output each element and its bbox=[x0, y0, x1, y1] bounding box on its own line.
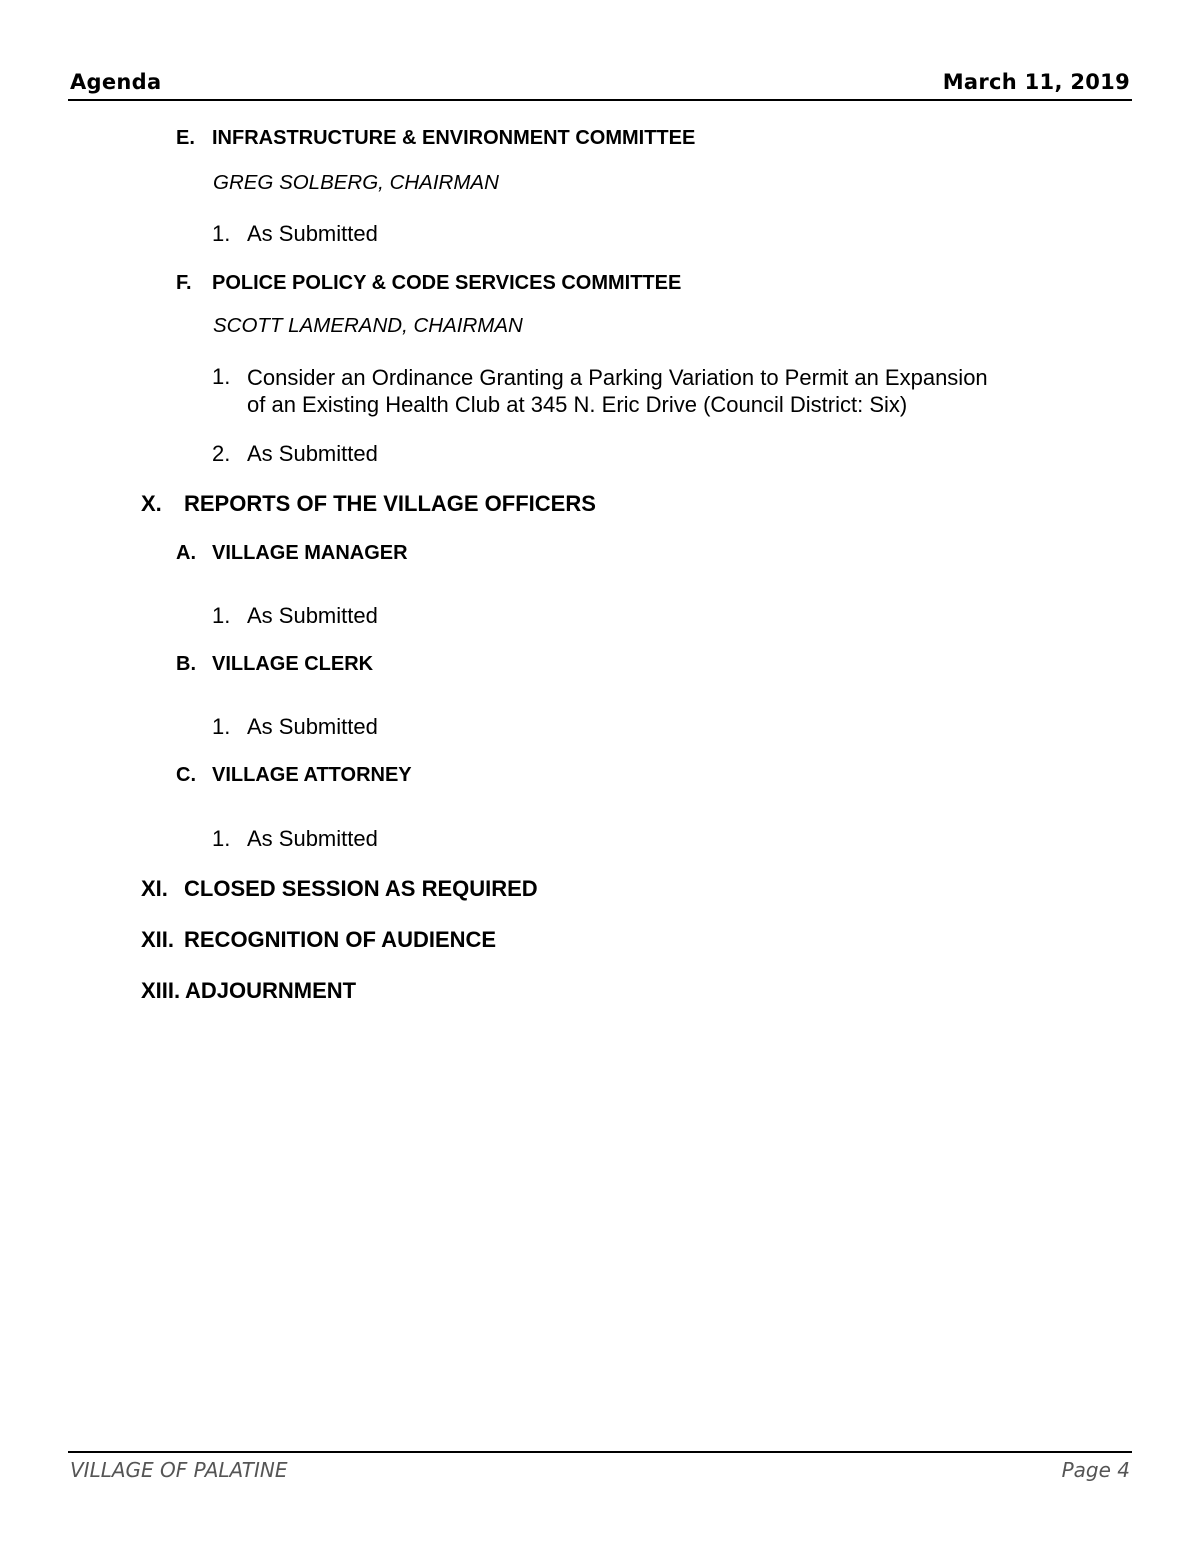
subsection-b-item: As Submitted bbox=[247, 714, 378, 739]
committee-e-title: INFRASTRUCTURE & ENVIRONMENT COMMITTEE bbox=[212, 127, 696, 149]
section-xi-title: CLOSED SESSION AS REQUIRED bbox=[184, 876, 538, 901]
subsection-a-item: As Submitted bbox=[247, 603, 378, 628]
committee-f-chairman: SCOTT LAMERAND, CHAIRMAN bbox=[213, 314, 523, 337]
subsection-b-letter: B. bbox=[176, 653, 196, 675]
footer-page-number: Page 4 bbox=[1061, 1458, 1130, 1482]
subsection-b-title: VILLAGE CLERK bbox=[212, 653, 374, 675]
committee-e-item-1: As Submitted bbox=[247, 221, 378, 246]
committee-e-chairman: GREG SOLBERG, CHAIRMAN bbox=[213, 171, 499, 194]
section-x-title: REPORTS OF THE VILLAGE OFFICERS bbox=[184, 491, 596, 516]
header-title: Agenda bbox=[70, 70, 162, 94]
section-xiii-numeral: XIII. bbox=[141, 978, 181, 1003]
header-rule bbox=[68, 99, 1132, 101]
header-date: March 11, 2019 bbox=[942, 70, 1130, 94]
committee-e-item-1-number: 1. bbox=[212, 221, 231, 246]
section-xii-title: RECOGNITION OF AUDIENCE bbox=[184, 927, 497, 952]
subsection-c-letter: C. bbox=[176, 764, 196, 786]
section-xi-numeral: XI. bbox=[141, 876, 168, 901]
section-x-numeral: X. bbox=[141, 491, 162, 516]
section-xii-numeral: XII. bbox=[141, 927, 175, 952]
subsection-c-title: VILLAGE ATTORNEY bbox=[212, 764, 412, 786]
committee-e-letter: E. bbox=[176, 127, 195, 149]
committee-f-item-1-number: 1. bbox=[212, 364, 231, 389]
subsection-a-letter: A. bbox=[176, 542, 196, 564]
subsection-c-item-number: 1. bbox=[212, 826, 231, 851]
subsection-a-title: VILLAGE MANAGER bbox=[212, 542, 408, 564]
committee-f-item-2-number: 2. bbox=[212, 441, 231, 466]
subsection-a-item-number: 1. bbox=[212, 603, 231, 628]
subsection-c-item: As Submitted bbox=[247, 826, 378, 851]
committee-f-item-2: As Submitted bbox=[247, 441, 378, 466]
committee-f-letter: F. bbox=[176, 272, 192, 294]
section-xiii-title: ADJOURNMENT bbox=[185, 978, 357, 1003]
committee-f-item-1-line-1: Consider an Ordinance Granting a Parking Variation to Permit an Expansion bbox=[247, 365, 988, 390]
committee-f-item-1 bbox=[247, 364, 988, 418]
subsection-b-item-number: 1. bbox=[212, 714, 231, 739]
footer-organization: VILLAGE OF PALATINE bbox=[70, 1458, 288, 1482]
committee-f-title: POLICE POLICY & CODE SERVICES COMMITTEE bbox=[212, 272, 682, 294]
committee-f-item-1-line-2: of an Existing Health Club at 345 N. Eric Drive (Council District: Six) bbox=[247, 392, 908, 417]
footer-rule bbox=[68, 1451, 1132, 1453]
